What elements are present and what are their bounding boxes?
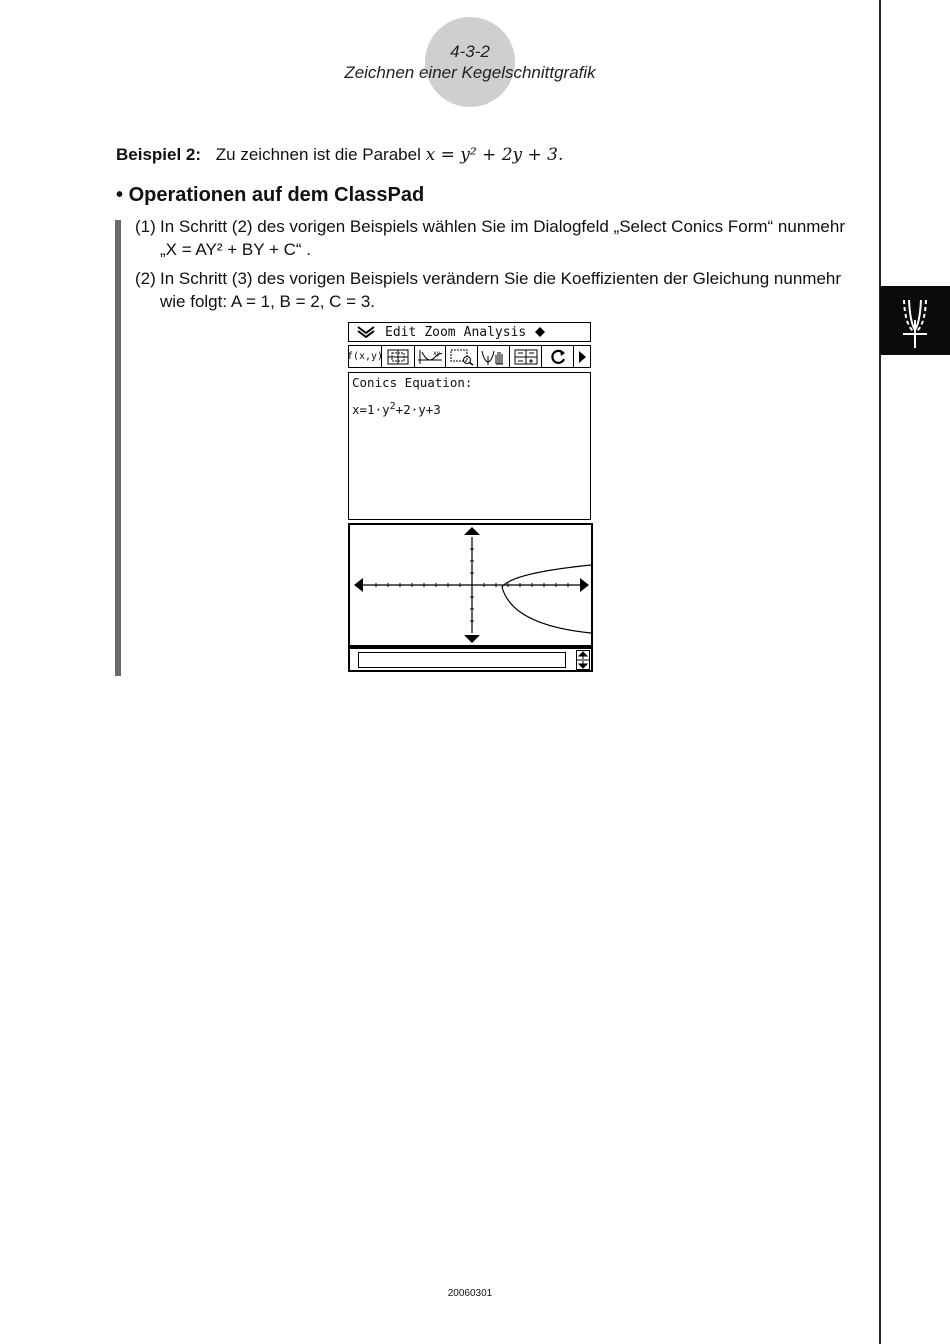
svg-text:xy: xy <box>433 349 441 357</box>
equation-exponent: 2 <box>389 401 396 412</box>
y-axis-up-arrow <box>464 527 480 535</box>
equation-title: Conics Equation: <box>352 375 473 390</box>
right-margin-rule <box>879 0 881 1344</box>
step-text: In Schritt (3) des vorigen Beispiels verändern Sie die Koeffizienten der Gleichung nunmehr wie folgt: A = 1, B = 2, C = 3. <box>160 269 842 311</box>
graph-button[interactable] <box>415 346 447 367</box>
x-axis-left-arrow <box>354 578 363 592</box>
classpad-screenshot <box>348 322 593 674</box>
parabola-icon <box>880 286 950 355</box>
footer-code: 20060301 <box>447 1288 493 1299</box>
example-line <box>116 145 563 165</box>
header-circle <box>425 17 515 107</box>
zoom-box-icon <box>448 348 476 366</box>
view-window-icon <box>512 348 540 366</box>
parabola-curve <box>502 565 591 633</box>
example-text: Zu zeichnen ist die Parabel <box>215 145 421 164</box>
step-number: (1) <box>135 217 156 236</box>
equation-panel <box>348 372 591 520</box>
left-margin-bar <box>115 220 121 676</box>
x-axis-right-arrow <box>580 578 589 592</box>
example-equation: x = y² + 2y + 3. <box>425 145 564 165</box>
step-number: (2) <box>135 269 156 288</box>
diamond-icon[interactable] <box>534 326 546 338</box>
step-text: In Schritt (2) des vorigen Beispiels wählen Sie im Dialogfeld „Select Conics Form“ nunmehr „X = AY² + BY + C“ . <box>160 217 846 259</box>
message-input[interactable] <box>358 652 566 668</box>
menu-bar <box>348 322 591 342</box>
scroll-arrows-icon[interactable] <box>576 650 590 670</box>
pan-button[interactable] <box>478 346 510 367</box>
redraw-button[interactable] <box>542 346 574 367</box>
operations-heading: • Operationen auf dem ClassPad <box>116 184 425 206</box>
chevron-down-icon[interactable] <box>355 325 377 339</box>
chapter-tab <box>880 286 950 355</box>
zoom-box-button[interactable] <box>446 346 478 367</box>
toolbar <box>348 345 591 368</box>
operations-heading-text: Operationen auf dem ClassPad <box>128 184 425 206</box>
input-row <box>348 647 593 672</box>
y-axis-down-arrow <box>464 635 480 643</box>
window-setup-button[interactable] <box>382 346 415 367</box>
view-window-button[interactable] <box>510 346 543 367</box>
conic-graph <box>350 525 591 645</box>
graph-area[interactable] <box>348 523 593 647</box>
window-setup-icon <box>385 348 411 366</box>
triangle-right-icon <box>577 350 587 364</box>
fxy-button[interactable]: f(x,y) <box>349 346 382 367</box>
equation-expression[interactable] <box>352 401 441 417</box>
menu-edit[interactable]: Edit <box>385 324 417 340</box>
section-title: Zeichnen einer Kegelschnittgrafik <box>344 63 596 82</box>
menu-zoom[interactable]: Zoom <box>424 324 456 340</box>
equation-part-2: +2·y+3 <box>395 402 441 418</box>
menu-analysis[interactable]: Analysis <box>463 324 527 340</box>
equation-part-1: x=1·y <box>352 402 390 418</box>
pan-hand-icon <box>479 348 507 366</box>
graph-icon <box>416 348 444 366</box>
example-label: Beispiel 2: <box>116 145 202 164</box>
toolbar-next-button[interactable] <box>574 346 590 367</box>
redraw-icon <box>548 348 568 366</box>
section-number: 4-3-2 <box>450 42 490 61</box>
